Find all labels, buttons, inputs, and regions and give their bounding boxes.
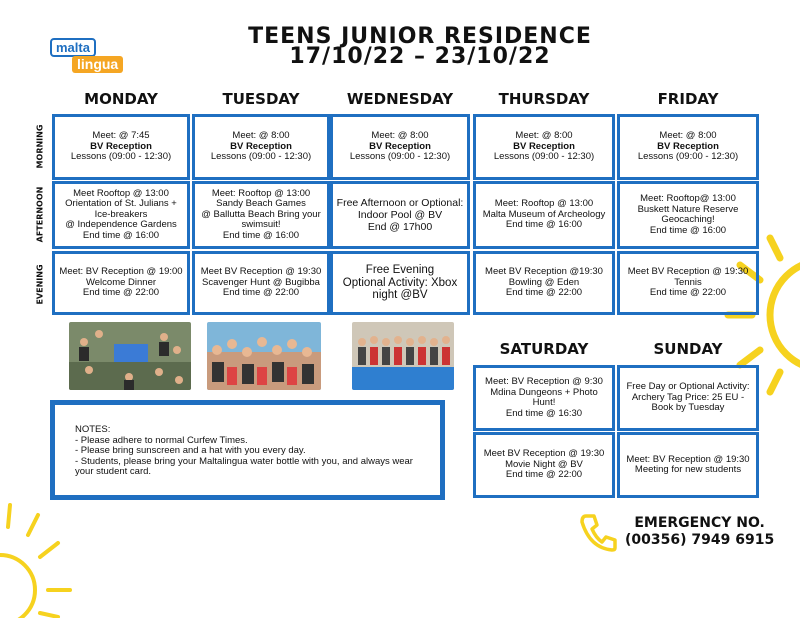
cell-line: Meet: @ 8:00 [515, 130, 573, 142]
cell-line: Meet: @ 7:45 [92, 130, 150, 142]
group-photo-3 [352, 322, 454, 390]
cell-line: Meet: Rooftop @ 13:00 [494, 198, 594, 210]
schedule-cell-friday-morning [617, 114, 759, 180]
cell-line: End @ 17h00 [367, 221, 433, 233]
cell-line: End time @ 22:00 [505, 287, 583, 299]
notes-item: - Students, please bring your Maltalingua water bottle with you, and always wear your student card. [75, 455, 413, 477]
cell-line: End time @ 16:00 [505, 219, 583, 231]
cell-line: Meet BV Reception @ 19:30 [483, 448, 605, 460]
emergency-number: (00356) 7949 6915 [625, 532, 775, 548]
cell-line: End time @ 16:00 [82, 229, 160, 241]
cell-line: Mdina Dungeons + Photo Hunt! [490, 386, 598, 408]
cell-line: Meet: @ 8:00 [659, 130, 717, 142]
cell-line: BV Reception [657, 140, 719, 152]
schedule-cell-tuesday-evening [192, 251, 330, 315]
page-title: TEENS JUNIOR RESIDENCE [248, 24, 592, 49]
schedule-cell-sunday-evening [617, 432, 759, 498]
cell-line: Meet: Rooftop @ 13:00 [211, 187, 311, 199]
maltalingua-logo [50, 38, 130, 80]
sun-decoration-left [0, 495, 90, 618]
schedule-cell-saturday-day [473, 365, 615, 431]
cell-line: End time @ 22:00 [649, 287, 727, 299]
notes-item: - Please adhere to normal Curfew Times. [75, 434, 248, 446]
group-photo-2 [207, 322, 321, 390]
cell-line: @ Independence Gardens [65, 219, 177, 231]
day-header-wednesday: WEDNESDAY [346, 90, 454, 108]
emergency-label: EMERGENCY NO. [634, 515, 765, 531]
cell-line: Meet BV Reception @19:30 [485, 266, 603, 278]
notes-item: - Please bring sunscreen and a hat with you every day. [75, 445, 306, 456]
cell-line: BV Reception [230, 140, 292, 152]
row-label-afternoon: AFTERNOON [35, 186, 45, 243]
day-header-friday: FRIDAY [657, 90, 719, 108]
schedule-cell-monday-evening [52, 251, 190, 315]
cell-line: Meet: BV Reception @ 19:30 [626, 453, 750, 465]
schedule-cell-thursday-morning [473, 114, 615, 180]
cell-line: Meet: Rooftop@ 13:00 [640, 193, 736, 204]
cell-line: Optional Activity: Xbox night @BV [342, 276, 458, 302]
cell-line: @ Ballutta Beach Bring your swimsuit! [201, 208, 321, 231]
cell-line: Meeting for new students [634, 464, 742, 475]
emergency-contact [625, 515, 774, 549]
cell-line: End time @ 16:00 [649, 224, 727, 236]
cell-line: Lessons (09:00 - 12:30) [349, 151, 451, 163]
day-header-sunday: SUNDAY [653, 340, 723, 358]
schedule-cell-tuesday-morning [192, 114, 330, 180]
cell-line: BV Reception [513, 140, 575, 152]
cell-line: End time @ 22:00 [505, 469, 583, 481]
cell-line: End time @ 16:00 [222, 229, 300, 241]
schedule-cell-monday-morning [52, 114, 190, 180]
schedule-cell-thursday-afternoon [473, 181, 615, 249]
day-header-thursday: THURSDAY [498, 90, 590, 108]
cell-line: Meet: BV Reception @ 19:00 [59, 266, 183, 278]
cell-line: Meet BV Reception @ 19:30 [627, 266, 749, 278]
schedule-cell-friday-afternoon [617, 181, 759, 249]
cell-line: Lessons (09:00 - 12:30) [70, 151, 172, 163]
day-header-monday: MONDAY [84, 90, 158, 108]
cell-line: Free Evening [365, 264, 435, 277]
schedule-cell-monday-afternoon [52, 181, 190, 249]
schedule-cell-tuesday-afternoon [192, 181, 330, 249]
cell-line: Movie Night @ BV [505, 458, 583, 470]
cell-line: BV Reception [369, 140, 431, 152]
cell-line: Orientation of St. Julians + Ice-breakers [65, 198, 177, 220]
cell-line: Lessons (09:00 - 12:30) [637, 151, 739, 163]
cell-line: End time @ 16:30 [505, 407, 583, 419]
cell-line: End time @ 22:00 [222, 287, 300, 299]
cell-line: Free Day or Optional Activity: Archery Tag Price: 25 EU - Book by Tuesday [626, 381, 750, 414]
cell-line: Buskett Nature Reserve Geocaching! [637, 203, 739, 225]
row-label-evening: EVENING [35, 264, 45, 305]
cell-line: Lessons (09:00 - 12:30) [210, 151, 312, 163]
notes-heading: NOTES: [75, 424, 111, 435]
schedule-cell-thursday-evening [473, 251, 615, 315]
cell-line: Meet: BV Reception @ 9:30 [485, 376, 603, 387]
row-label-morning: MORNING [35, 124, 45, 169]
cell-line: Bowling @ Eden [508, 276, 580, 288]
cell-line: Tennis [674, 276, 702, 288]
group-photo-1 [69, 322, 191, 390]
schedule-cell-sunday-day [617, 365, 759, 431]
cell-line: End time @ 22:00 [82, 287, 160, 299]
schedule-cell-wednesday-afternoon [330, 181, 470, 249]
cell-line: Meet: @ 8:00 [232, 130, 290, 142]
schedule-cell-wednesday-morning [330, 114, 470, 180]
phone-icon [578, 512, 618, 552]
notes-box [50, 400, 445, 500]
cell-line: Free Afternoon or Optional: Indoor Pool @ BV [336, 197, 464, 221]
logo-bottom: lingua [72, 56, 123, 73]
day-header-saturday: SATURDAY [499, 340, 589, 358]
logo-top: malta [50, 38, 96, 57]
cell-line: Welcome Dinner [85, 276, 157, 288]
cell-line: Meet: @ 8:00 [371, 130, 429, 142]
cell-line: Scavenger Hunt @ Bugibba [202, 276, 320, 288]
cell-line: Lessons (09:00 - 12:30) [493, 151, 595, 163]
cell-line: BV Reception [90, 140, 152, 152]
day-header-tuesday: TUESDAY [222, 90, 300, 108]
cell-line: Sandy Beach Games [216, 198, 306, 210]
page-subtitle-dates: 17/10/22 – 23/10/22 [289, 44, 551, 69]
cell-line: Meet BV Reception @ 19:30 [200, 266, 322, 278]
schedule-cell-friday-evening [617, 251, 759, 315]
schedule-cell-wednesday-evening [330, 251, 470, 315]
schedule-cell-saturday-evening [473, 432, 615, 498]
cell-line: Meet Rooftop @ 13:00 [73, 187, 169, 199]
cell-line: Malta Museum of Archeology [482, 208, 606, 220]
